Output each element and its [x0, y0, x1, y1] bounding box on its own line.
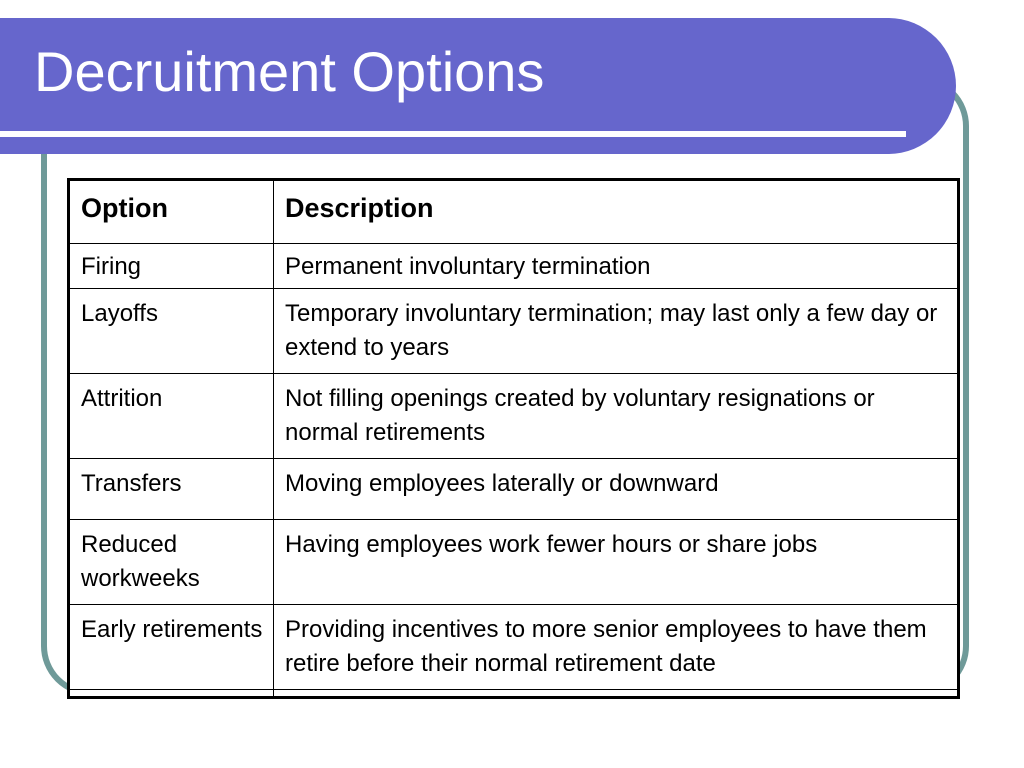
column-header-option: Option [69, 180, 274, 244]
table-row [69, 374, 959, 459]
description-cell: Moving employees laterally or downward [274, 459, 959, 520]
decruitment-options-table [67, 178, 960, 699]
table-row [69, 605, 959, 690]
table-row [69, 520, 959, 605]
description-cell: Providing incentives to more senior employees to have them retire before their normal retirement date [274, 605, 959, 690]
description-cell: Temporary involuntary termination; may last only a few day or extend to years [274, 289, 959, 374]
title-underline [0, 131, 906, 137]
table-row [69, 244, 959, 289]
table-row-empty [69, 690, 959, 698]
description-cell: Permanent involuntary termination [274, 244, 959, 289]
option-cell: Early retirements [69, 605, 274, 690]
description-cell [274, 690, 959, 698]
option-cell: Layoffs [69, 289, 274, 374]
description-cell: Having employees work fewer hours or share jobs [274, 520, 959, 605]
option-cell: Reduced workweeks [69, 520, 274, 605]
option-cell: Firing [69, 244, 274, 289]
table-row [69, 459, 959, 520]
table-header-row [69, 180, 959, 244]
option-cell: Transfers [69, 459, 274, 520]
table-row [69, 289, 959, 374]
description-cell: Not filling openings created by voluntary resignations or normal retirements [274, 374, 959, 459]
slide-title: Decruitment Options [34, 40, 545, 103]
column-header-description: Description [274, 180, 959, 244]
option-cell: Attrition [69, 374, 274, 459]
option-cell [69, 690, 274, 698]
